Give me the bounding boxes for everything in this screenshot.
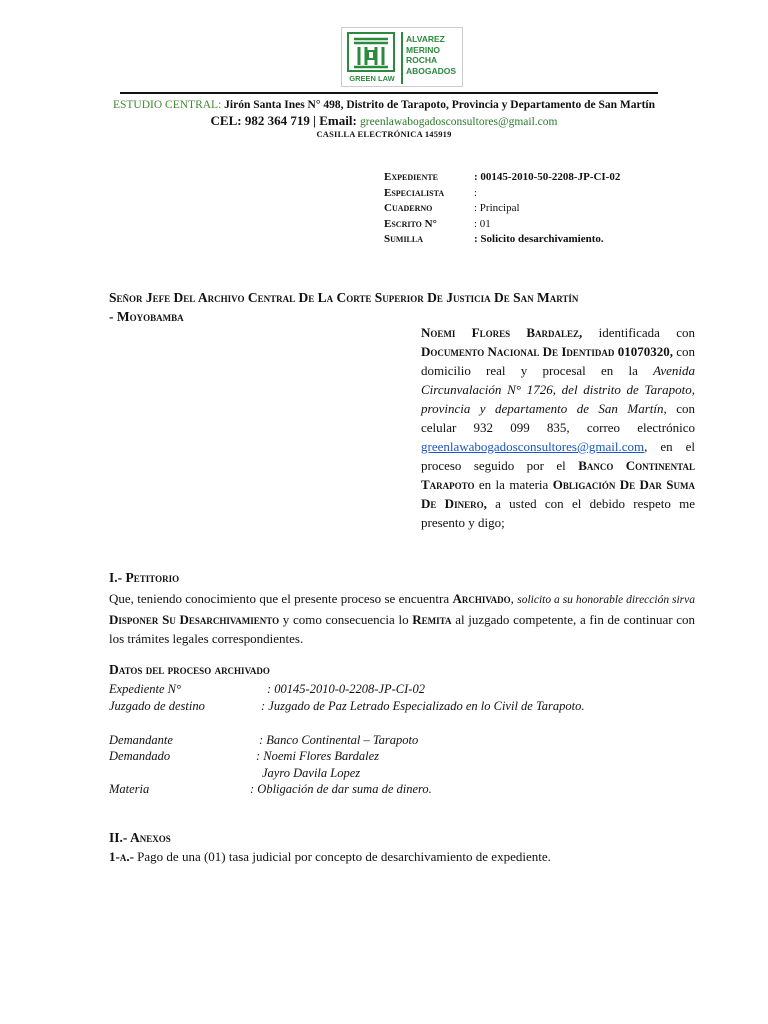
case-info-label: Escrito N°: [384, 217, 437, 230]
petitorio-italic: solicito a su honorable dirección sirva: [517, 594, 696, 606]
header-email[interactable]: greenlawabogadosconsultores@gmail.com: [360, 116, 558, 128]
cel-label: CEL:: [210, 113, 242, 128]
petitorio-body: [109, 589, 695, 648]
case-info: [384, 171, 724, 249]
petitorio-text: Que, teniendo conocimiento que el presente proceso se encuentra: [109, 591, 453, 606]
cel-number: 982 364 719: [244, 113, 310, 128]
office-address: [0, 99, 768, 111]
logo-name: MERINO: [406, 44, 440, 55]
intro-text: identificada con: [582, 325, 695, 340]
logo-subtitle: GREEN LAW: [349, 74, 395, 83]
anexos-title: II.- Anexos: [109, 830, 171, 845]
case-info-row: [384, 202, 724, 218]
logo-firm-names: [406, 34, 456, 76]
logo-name: ABOGADOS: [406, 65, 457, 76]
datos-title: Datos del proceso archivado: [109, 662, 270, 677]
logo-name: ROCHA: [406, 55, 438, 65]
petitioner-name: Noemi Flores Bardalez,: [421, 325, 583, 340]
firm-logo: [341, 27, 463, 87]
case-info-value: : Principal: [474, 202, 520, 215]
logo-divider: [401, 32, 403, 84]
contact-line: [0, 113, 768, 129]
datos-label: Demandado: [109, 749, 171, 763]
case-info-row: [384, 218, 724, 234]
datos-row: [109, 733, 419, 748]
anexo-item: [109, 849, 709, 865]
logo-name: ALVAREZ: [406, 34, 445, 44]
greenlaw-emblem-icon: [346, 31, 396, 73]
case-info-value: :: [474, 186, 478, 199]
datos-row: [109, 782, 432, 797]
address-label: ESTUDIO CENTRAL:: [112, 99, 222, 111]
case-info-row: [384, 171, 724, 187]
addressee-line: - Moyobamba: [109, 309, 184, 324]
case-info-label: Especialista: [384, 186, 445, 199]
archivado-term: Archivado: [452, 591, 511, 606]
address-text: Jirón Santa Ines N° 498, Distrito de Tarapoto, Provincia y Departamento de San Martín: [224, 99, 656, 111]
datos-value: : Banco Continental – Tarapoto: [259, 733, 419, 747]
datos-value: : Juzgado de Paz Letrado Especializado en lo Civil de Tarapoto.: [261, 699, 585, 713]
disponer-term: Disponer Su Desarchivamiento: [109, 612, 280, 627]
datos-label: Demandante: [109, 733, 173, 747]
datos-value: : 00145-2010-0-2208-JP-CI-02: [267, 682, 425, 696]
intro-email-link[interactable]: greenlawabogadosconsultores@gmail.com: [421, 439, 645, 454]
case-info-label: Cuaderno: [384, 202, 433, 215]
case-info-value: : Solicito desarchivamiento.: [474, 233, 604, 246]
intro-paragraph: [421, 323, 695, 532]
remita-term: Remita: [412, 612, 452, 627]
dni-number: 01070320,: [617, 344, 673, 359]
casilla-electronica: CASILLA ELECTRÓNICA 145919: [316, 129, 452, 139]
case-matter: Obligación De Dar Suma De Dinero,: [421, 477, 695, 511]
dni-label: Documento Nacional De Identidad: [421, 344, 615, 359]
header-divider: [120, 92, 658, 94]
case-info-label: Expediente: [384, 171, 439, 183]
datos-label: Juzgado de destino: [109, 699, 205, 713]
addressee: [109, 288, 699, 326]
case-info-row: [384, 187, 724, 203]
bank-name: Banco Continental Tarapoto: [421, 458, 695, 492]
petitorio-text: al juzgado competente, a fin de continuar con los trámites legales correspondientes.: [109, 612, 696, 646]
datos-row: [109, 749, 380, 764]
case-info-value: : 01: [474, 217, 491, 230]
case-info-row: [384, 233, 724, 249]
anexo-number: 1-a.-: [109, 849, 134, 864]
anexo-text: Pago de una (01) tasa judicial por concepto de desarchivamiento de expediente.: [133, 849, 551, 864]
intro-text: con domicilio real y procesal en la: [421, 344, 696, 378]
intro-text: a usted con el debido respeto me presento y digo;: [421, 496, 695, 530]
datos-row: [109, 699, 585, 714]
addressee-line: Señor Jefe Del Archivo Central De La Corte Superior De Justicia De San Martín: [109, 290, 579, 305]
datos-value: : Obligación de dar suma de dinero.: [250, 782, 432, 796]
petitorio-text: ,: [510, 591, 518, 606]
datos-label: Expediente N°: [109, 682, 181, 696]
intro-text: en la materia: [474, 477, 553, 492]
case-info-label: Sumilla: [384, 233, 424, 246]
intro-text: , en el proceso seguido por el: [421, 439, 695, 473]
email-label: | Email:: [313, 113, 357, 128]
petitorio-text: y como consecuencia lo: [279, 612, 413, 627]
case-info-value: : 00145-2010-50-2208-JP-CI-02: [474, 171, 621, 183]
datos-value: : Noemi Flores Bardalez: [256, 749, 380, 763]
datos-value: Jayro Davila Lopez: [262, 766, 361, 780]
petitioner-address: Avenida Circunvalación N° 1726, del distrito de Tarapoto, provincia y departamento de San Martín,: [421, 363, 695, 416]
datos-label: Materia: [109, 782, 150, 796]
intro-text: con celular 932 099 835, correo electrónico: [421, 401, 695, 435]
datos-row: [109, 682, 425, 697]
petitorio-title: I.- Petitorio: [109, 570, 180, 585]
